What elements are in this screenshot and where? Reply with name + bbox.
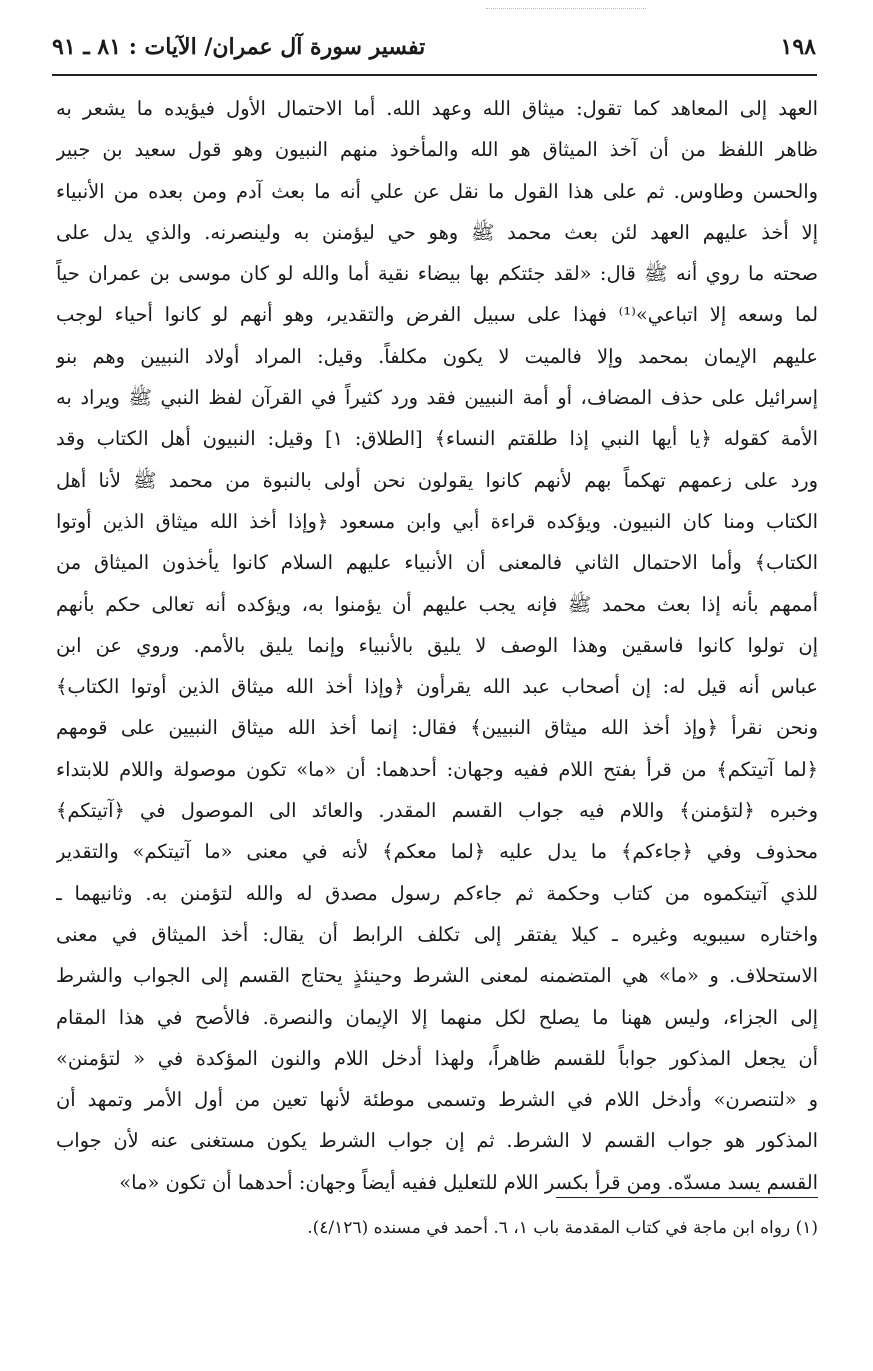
footnote: (١) رواه ابن ماجة في كتاب المقدمة باب ١، ٦. أحمد في مسنده (٤/١٢٦).: [307, 1218, 818, 1238]
text-line: واختاره سيبويه وغيره ـ كيلا يفتقر إلى تكلف الرابط أن يقال: أخذ الميثاق في معنى: [56, 922, 818, 946]
text-line: وخبره ﴿لتؤمنن﴾ واللام فيه جواب القسم المقدر. والعائد الى الموصول في ﴿آتيتكم﴾: [56, 799, 818, 823]
scan-artifact: [486, 8, 646, 9]
text-line: ظاهر اللفظ من أن آخذ الميثاق هو الله والمأخوذ منهم النبيون وهو قول سعيد بن جبير: [56, 138, 818, 162]
text-line: محذوف وفي ﴿جاءكم﴾ ما يدل عليه ﴿لما معكم﴾ لأنه في معنى «ما آتيتكم» والتقدير: [56, 840, 818, 864]
text-line: لما وسعه إلا اتباعي»⁽¹⁾ فهذا على سبيل الفرض والتقدير، وهو أنهم لو كانوا أحياء لوجب: [56, 303, 818, 327]
header-rule: [52, 74, 817, 76]
footnote-rule: [556, 1197, 818, 1198]
text-line: والحسن وطاوس. ثم على هذا القول ما نقل عن علي أنه ما بعث آدم ومن بعده من الأنبياء: [56, 179, 818, 203]
running-title: تفسير سورة آل عمران/ الآيات : ٨١ ـ ٩١: [52, 34, 426, 60]
text-line: ونحن نقرأ ﴿وإذ أخذ الله ميثاق النبيين﴾ فقال: إنما أخذ الله ميثاق النبيين على قومهم: [56, 716, 818, 740]
text-line: إسرائيل على حذف المضاف، أو أمة النبيين فقد ورد كثيراً في القرآن لفظ النبي ﷺ ويراد به: [56, 386, 818, 410]
text-line: العهد إلى المعاهد كما تقول: ميثاق الله وعهد الله. أما الاحتمال الأول فيؤيده ما يشعر به: [56, 97, 818, 120]
text-line: أممهم بأنه إذا بعث محمد ﷺ فإنه يجب عليهم أن يؤمنوا به، ويؤكده أنه تعالى حكم بأنهم: [56, 592, 818, 616]
text-line: ﴿لما آتيتكم﴾ من قرأ بفتح اللام ففيه وجهان: أحدهما: أن «ما» تكون موصولة واللام للابتداء: [56, 757, 818, 781]
text-line: إلى الجزاء، وليس ههنا ما يصلح لكل منهما إلا الإيمان والنصرة. فالأصح في هذا المقام: [56, 1005, 818, 1029]
text-line: و «لتنصرن» وأدخل اللام في الشرط وتسمى موطئة لأنها تعين من أول الأمر وتمهد أن: [56, 1088, 818, 1112]
text-line: المذكور هو جواب القسم لا الشرط. ثم إن جواب الشرط يكون مستغنى عنه لأن جواب: [56, 1129, 818, 1153]
body-text: [56, 88, 818, 1203]
text-line: عليهم الإيمان بمحمد وإلا فالميت لا يكون مكلفاً. وقيل: المراد أولاد النبيين وهم بنو: [56, 344, 818, 368]
text-line: القسم يسد مسدّه. ومن قرأ بكسر اللام للتعليل ففيه أيضاً وجهان: أحدهما أن تكون «ما»: [119, 1170, 818, 1194]
text-line: الكتاب﴾ وأما الاحتمال الثاني فالمعنى أن الأنبياء عليهم السلام كانوا يأخذون الميثاق من: [56, 551, 818, 575]
text-line: الأمة كقوله ﴿يا أيها النبي إذا طلقتم النساء﴾ [الطلاق: ١] وقيل: النبيون أهل الكتاب وقد: [56, 427, 818, 451]
text-line: صحته ما روي أنه ﷺ قال: «لقد جئتكم بها بيضاء نقية أما والله لو كان موسى بن عمران حياً: [56, 262, 818, 286]
text-line: الكتاب ومنا كان النبيون. ويؤكده قراءة أبي وابن مسعود ﴿وإذا أخذ الله ميثاق الذين أوتوا: [56, 509, 818, 533]
page-header: [52, 30, 816, 70]
text-line: ورد على زعمهم تهكماً بهم لأنهم كانوا يقولون نحن أولى بالنبوة من محمد ﷺ لأنا أهل: [56, 468, 818, 492]
page-number: ١٩٨: [780, 34, 816, 60]
text-line: عباس أنه قيل له: إن أصحاب عبد الله يقرأون ﴿وإذا أخذ الله ميثاق الذين أوتوا الكتاب﴾: [56, 675, 818, 699]
text-line: الاستحلاف. و «ما» هي المتضمنه لمعنى الشرط وحينئذٍ يحتاج القسم إلى الجواب والشرط: [56, 964, 818, 988]
text-line: إن تولوا كانوا فاسقين وهذا الوصف لا يليق بالأنبياء وإنما يليق بالأمم. وروي عن ابن: [56, 633, 818, 657]
text-line: أن يجعل المذكور جواباً للقسم ظاهراً، ولهذا أدخل اللام والنون المؤكدة في « لتؤمنن»: [56, 1046, 818, 1070]
text-line: إلا أخذ عليهم العهد لئن بعث محمد ﷺ وهو حي ليؤمنن به ولينصرنه. والذي يدل على: [56, 220, 818, 244]
text-line: للذي آتيتكموه من كتاب وحكمة ثم جاءكم رسول مصدق له والله لتؤمنن به. وثانيهما ـ: [56, 881, 818, 905]
